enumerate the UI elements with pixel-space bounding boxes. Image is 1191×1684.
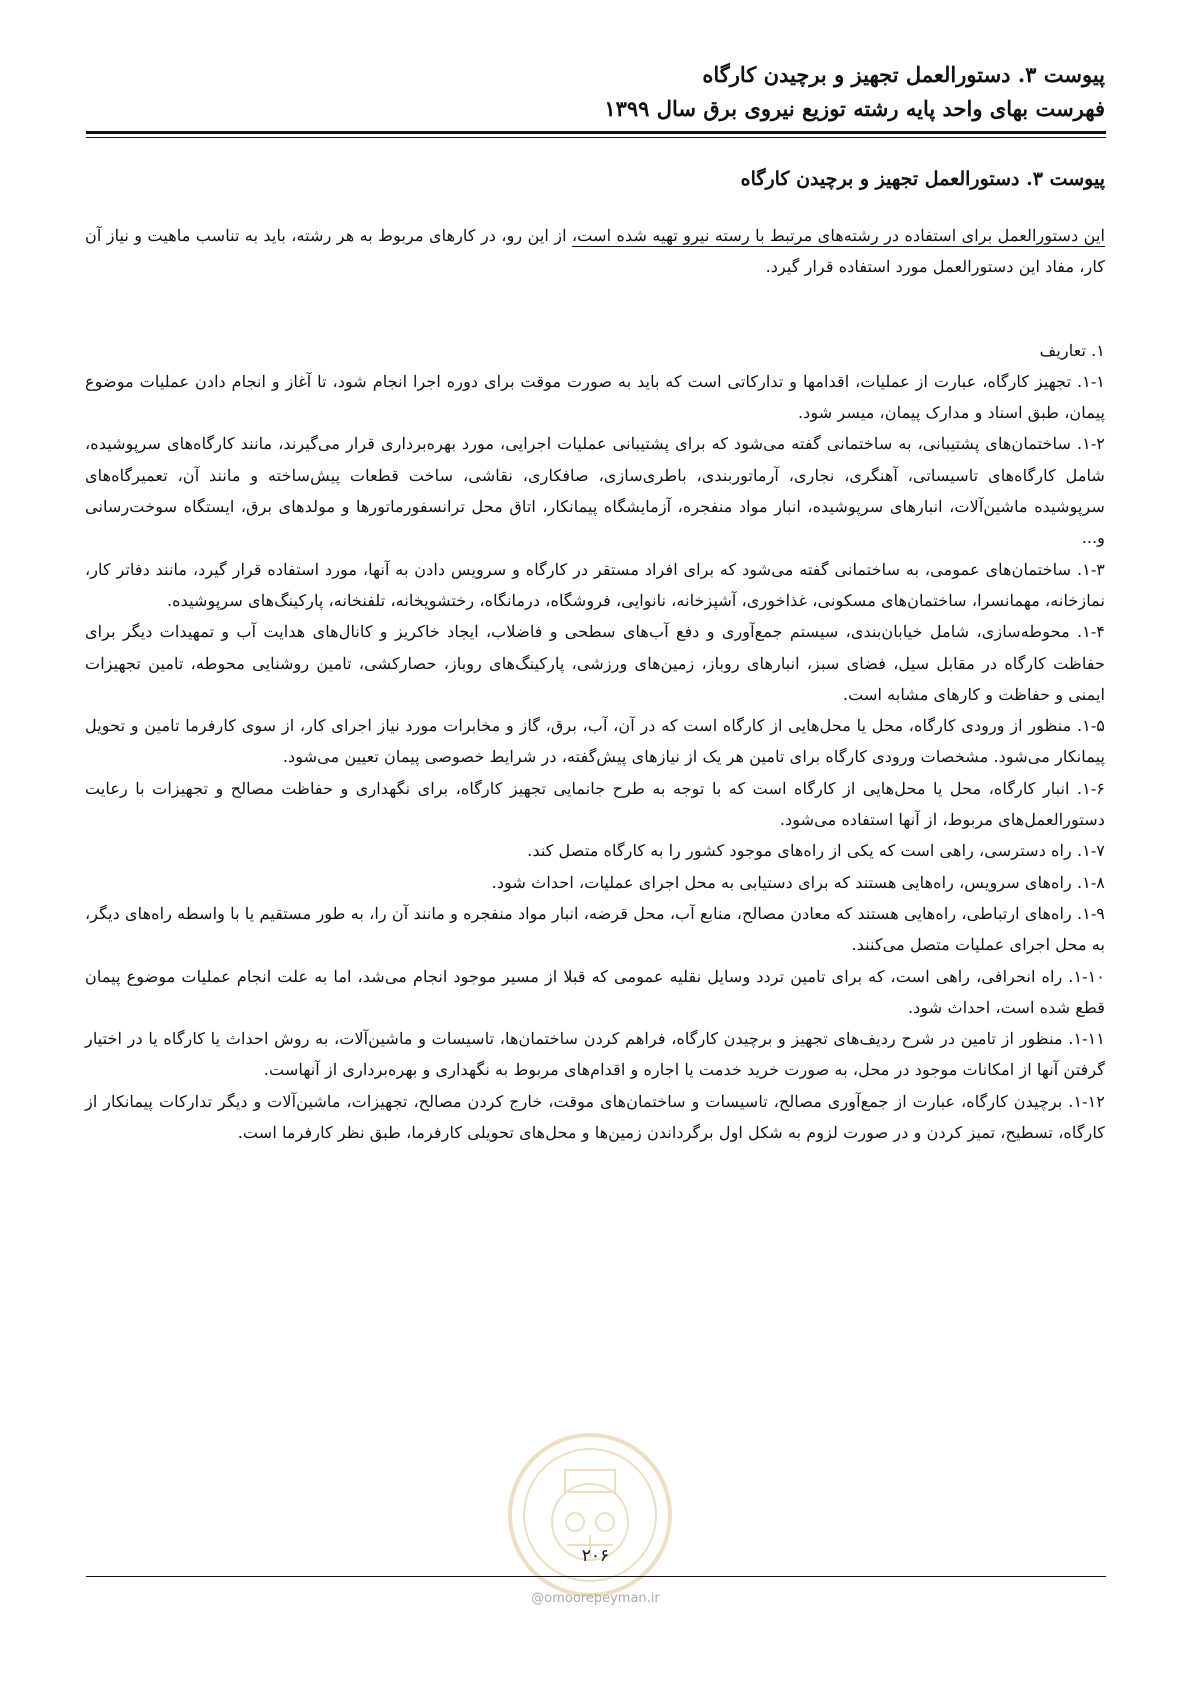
footer-rule	[86, 1576, 1106, 1577]
definition-11: ۱-۱۱. منظور از تامین در شرح ردیف‌های تجهیز و برچیدن کارگاه، فراهم کردن ساختمان‌ها، تاسیسات و ماشین‌آلات، به روش احداث یا کارگاه یا در اختیار گرفتن آنها از امکانات موجود در محل، به صورت خرید خدمت یا اجاره و اقدام‌های مربوط به نگهداری و بهره‌برداری از آنهاست.	[85, 1029, 1105, 1080]
definition-7: ۱-۷. راه دسترسی، راهی است که یکی از راه‌های موجود کشور را به کارگاه متصل کند.	[527, 841, 1105, 861]
footer-site-credit: @omoorepeyman.ir	[531, 1591, 660, 1606]
header-rule-thin	[86, 137, 1106, 138]
page-number: ۲۰۶	[581, 1546, 610, 1566]
intro-rest: از این رو، در کارهای مربوط به هر رشته، باید به تناسب ماهیت و نیاز آن کار، مفاد این دستورالعمل مورد استفاده قرار گیرد.	[85, 226, 1105, 277]
header-rule-thick	[86, 131, 1106, 134]
definition-2: ۱-۲. ساختمان‌های پشتیبانی، به ساختمانی گفته می‌شود که برای پشتیبانی عملیات اجرایی، مورد بهره‌برداری قرار می‌گیرند، مانند کارگاه‌های سرپوشیده، شامل کارگاه‌های تاسیساتی، آهنگری، نجاری، آرماتوربندی، باطری‌سازی، صافکاری، نقاشی، ساخت قطعات پیش‌ساخته و مانند آن، تعمیرگاه‌های سرپوشیده ماشین‌آلات، انبارهای سرپوشیده، انبار مواد منفجره، آزمایشگاه پیمانکار، اتاق محل ترانسفورماتورها و مولدهای برق، ایستگاه سوخت‌رسانی و...	[85, 434, 1105, 548]
running-header	[85, 58, 1105, 126]
definition-1: ۱-۱. تجهیز کارگاه، عبارت از عملیات، اقدامها و تدارکاتی است که باید به صورت موقت برای دوره اجرا انجام شود، تا آغاز و انجام دادن عملیات موضوع پیمان، طبق اسناد و مدارک پیمان، میسر شود.	[85, 371, 1105, 423]
seal-watermark-icon	[505, 1430, 675, 1600]
definition-9: ۱-۹. راه‌های ارتباطی، راه‌هایی هستند که معادن مصالح، منابع آب، محل قرضه، انبار مواد منفجره و مانند آن را، به طور مستقیم یا با واسطه راه‌های دیگر، به محل اجرای عملیات متصل می‌کنند.	[85, 903, 1105, 955]
intro-paragraph	[85, 220, 1105, 283]
intro-underlined: این دستورالعمل برای استفاده در رشته‌های مرتبط با رسته نیرو تهیه شده است،	[571, 226, 1105, 245]
header-subtitle: فهرست بهای واحد پایه رشته توزیع نیروی برق سال ۱۳۹۹	[604, 96, 1105, 121]
definition-12: ۱-۱۲. برچیدن کارگاه، عبارت از جمع‌آوری مصالح، تاسیسات و ساختمان‌های موقت، خارج کردن مصالح، تجهیزات، ماشین‌آلات و دیگر تدارکات پیمانکار از کارگاه، تسطیح، تمیز کردن و در صورت لزوم به شکل اول برگرداندن زمین‌ها و محل‌های تحویلی کارفرما، طبق نظر کارفرما است.	[85, 1091, 1105, 1143]
definition-3: ۱-۳. ساختمان‌های عمومی، به ساختمانی گفته می‌شود که برای افراد مستقر در کارگاه و سرویس دادن به آنها، مورد استفاده قرار گیرد، مانند دفاتر کار، نمازخانه، مهمانسرا، ساختمان‌های مسکونی، غذاخوری، آشپزخانه، نانوایی، فروشگاه، درمانگاه، رختشویخانه، تلفنخانه، پارکینگ‌های سرپوشیده.	[85, 559, 1105, 610]
body-text	[85, 220, 1105, 1148]
header-title: پیوست ۳. دستورالعمل تجهیز و برچیدن کارگاه	[702, 62, 1105, 87]
section-title: پیوست ۳. دستورالعمل تجهیز و برچیدن کارگاه	[740, 168, 1105, 190]
definition-10: ۱-۱۰. راه انحرافی، راهی است، که برای تامین تردد وسایل نقلیه عمومی که قبلا از مسیر موجود انجام می‌شد، اما به علت انجام عملیات موضوع پیمان قطع شده است، احداث شود.	[85, 966, 1105, 1017]
definitions-heading: ۱. تعاریف	[1039, 340, 1105, 360]
definition-6: ۱-۶. انبار کارگاه، محل یا محل‌هایی از کارگاه است که با توجه به طرح جانمایی تجهیز کارگاه، برای نگهداری و حفاظت مصالح و تجهیزات با رعایت دستورالعمل‌های مربوط، از آنها استفاده می‌شود.	[85, 778, 1105, 830]
definition-5: ۱-۵. منظور از ورودی کارگاه، محل یا محل‌هایی از کارگاه است که در آن، آب، برق، گاز و مخابرات مورد نیاز اجرای کار، از سوی کارفرما تامین و تحویل پیمانکار می‌شود. مشخصات ورودی کارگاه برای تامین هر یک از نیازهای پیش‌گفته، در شرایط خصوصی پیمان تعیین می‌شود.	[85, 716, 1105, 767]
definition-4: ۱-۴. محوطه‌سازی، شامل خیابان‌بندی، سیستم جمع‌آوری و دفع آب‌های سطحی و فاضلاب، ایجاد خاکریز و کانال‌های هدایت آب و تمهیدات دیگر برای حفاظت کارگاه در مقابل سیل، فضای سبز، انبارهای روباز، زمین‌های ورزشی، پارکینگ‌های روباز، حصارکشی، تامین روشنایی محوطه، تامین تجهیزات ایمنی و حفاظت و کارهای مشابه است.	[85, 622, 1105, 704]
definition-8: ۱-۸. راه‌های سرویس، راه‌هایی هستند که برای دستیابی به محل اجرای عملیات، احداث شود.	[491, 872, 1105, 892]
